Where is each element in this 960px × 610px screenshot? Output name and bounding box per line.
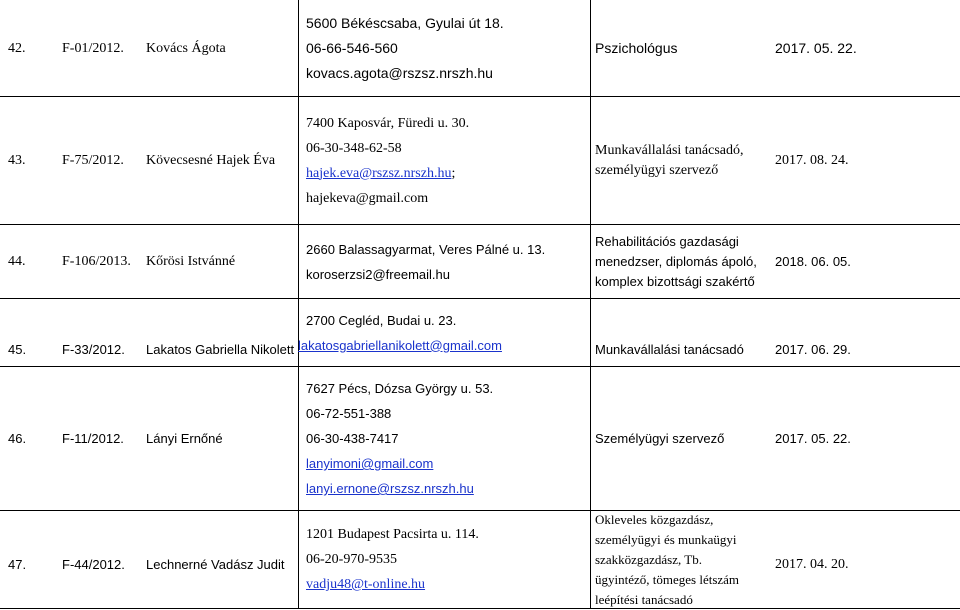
registration-id: F-33/2012. <box>62 342 125 357</box>
email-link[interactable]: hajek.eva@rszsz.nrszh.hu <box>306 165 452 181</box>
column-divider <box>590 97 591 224</box>
email-link[interactable]: lakatosgabriellanikolett@gmail.com <box>298 337 502 353</box>
role: leépítési tanácsadó <box>595 591 693 607</box>
phone: 06-66-546-560 <box>306 39 398 56</box>
person-name: Kőrösi Istvánné <box>146 254 236 269</box>
role: szakközgazdász, Tb. <box>595 551 702 567</box>
role: Munkavállalási tanácsadó <box>595 342 744 357</box>
role: Személyügyi szervező <box>595 431 725 446</box>
address: 1201 Budapest Pacsirta u. 114. <box>306 527 479 542</box>
email: koroserzsi2@freemail.hu <box>306 266 450 282</box>
registration-id: F-01/2012. <box>62 40 124 56</box>
phone: 06-30-438-7417 <box>306 431 399 446</box>
date: 2017. 08. 24. <box>775 153 849 168</box>
email-link[interactable]: lanyimoni@gmail.com <box>306 456 434 471</box>
table-row <box>0 96 960 224</box>
registration-id: F-11/2012. <box>62 431 124 446</box>
date: 2017. 05. 22. <box>775 431 851 446</box>
row-number: 45. <box>8 342 27 357</box>
row-number: 42. <box>8 40 26 56</box>
address: 7400 Kaposvár, Füredi u. 30. <box>306 115 470 131</box>
role: Okleveles közgazdász, <box>595 511 714 527</box>
role: Munkavállalási tanácsadó, <box>595 142 744 158</box>
table-row <box>0 510 960 609</box>
column-divider <box>590 299 591 366</box>
row-number: 43. <box>8 153 26 168</box>
email: hajekeva@gmail.com <box>306 190 429 206</box>
person-name: Lechnerné Vadász Judit <box>146 557 285 572</box>
phone: 06-20-970-9535 <box>306 552 397 567</box>
address: 7627 Pécs, Dózsa György u. 53. <box>306 381 494 396</box>
role: ügyintéző, tömeges létszám <box>595 571 740 587</box>
row-number: 44. <box>8 254 26 269</box>
column-divider <box>298 97 299 224</box>
column-divider <box>590 367 591 510</box>
date: 2017. 04. 20. <box>775 557 849 572</box>
person-name: Lakatos Gabriella Nikolett <box>146 342 295 357</box>
registration-id: F-44/2012. <box>62 557 125 572</box>
separator: ; <box>451 165 456 181</box>
table-row <box>0 224 960 298</box>
row-number: 47. <box>8 557 27 572</box>
column-divider <box>590 0 591 96</box>
table-row <box>0 366 960 510</box>
column-divider <box>590 511 591 608</box>
person-name: Lányi Ernőné <box>146 431 223 446</box>
email-link[interactable]: vadju48@t-online.hu <box>306 577 426 592</box>
column-divider <box>298 511 299 608</box>
role: komplex bizottsági szakértő <box>595 273 755 289</box>
role: Pszichológus <box>595 39 678 56</box>
address: 5600 Békéscsaba, Gyulai út 18. <box>306 14 504 31</box>
table-row <box>0 0 960 96</box>
phone: 06-72-551-388 <box>306 406 392 421</box>
column-divider <box>298 0 299 96</box>
address: 2700 Cegléd, Budai u. 23. <box>306 312 457 328</box>
date: 2018. 06. 05. <box>775 254 851 269</box>
person-name: Kovács Ágota <box>146 40 226 56</box>
email: kovacs.agota@rszsz.nrszh.hu <box>306 64 493 81</box>
person-name: Kövecsesné Hajek Éva <box>146 153 276 168</box>
row-number: 46. <box>8 431 27 446</box>
table-row <box>0 298 960 366</box>
column-divider <box>298 225 299 298</box>
email-link[interactable]: lanyi.ernone@rszsz.nrszh.hu <box>306 481 474 496</box>
date: 2017. 05. 22. <box>775 39 857 56</box>
phone: 06-30-348-62-58 <box>306 140 402 156</box>
column-divider <box>590 225 591 298</box>
registration-id: F-106/2013. <box>62 254 131 269</box>
role: személyügyi szervező <box>595 162 719 178</box>
role: személyügyi és munkaügyi <box>595 531 737 547</box>
date: 2017. 06. 29. <box>775 342 851 357</box>
role: menedzser, diplomás ápoló, <box>595 253 757 269</box>
registration-id: F-75/2012. <box>62 153 124 168</box>
address: 2660 Balassagyarmat, Veres Pálné u. 13. <box>306 241 546 257</box>
role: Rehabilitációs gazdasági <box>595 233 739 249</box>
column-divider <box>298 367 299 510</box>
